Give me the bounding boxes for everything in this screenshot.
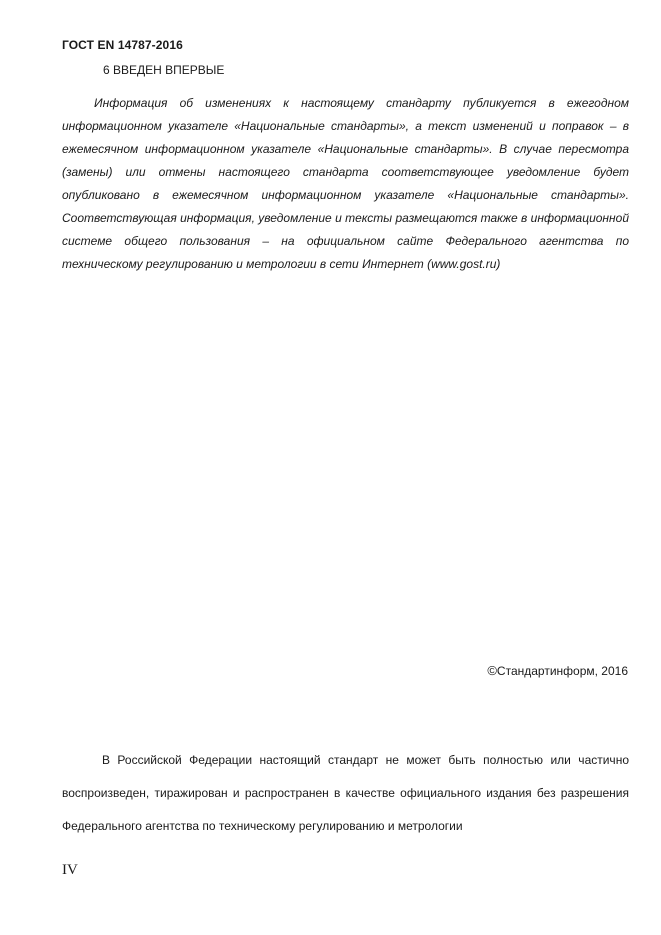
introduced-notice: 6 ВВЕДЕН ВПЕРВЫЕ <box>103 63 225 77</box>
page-number: IV <box>62 862 78 878</box>
standard-code: ГОСТ EN 14787-2016 <box>62 38 183 52</box>
copyright-symbol: © <box>487 663 497 678</box>
copyright-text: Стандартинформ, 2016 <box>496 664 628 678</box>
amendments-info-paragraph: Информация об изменениях к настоящему стандарту публикуется в ежегодном информационном указателе «Национальные стандарты», а текст изменений и поправок – в ежемесячном информационном указателе «Национальные стандарты». В случае пересмотра (замены) или отмены настоящего стандарта соответствующее уведомление будет опубликовано в ежемесячном информационном указателе «Национальные стандарты». Соответствующая информация, уведомление и тексты размещаются также в информационной системе общего пользования – на официальном сайте Федерального агентства по техническому регулированию и метрологии в сети Интернет (www.gost.ru) <box>62 96 629 271</box>
copyright-line <box>487 663 628 678</box>
reproduction-rights-paragraph: В Российской Федерации настоящий стандарт не может быть полностью или частично воспроизведен, тиражирован и распространен в качестве официального издания без разрешения Федерального агентства по техническому регулированию и метрологии <box>62 753 629 833</box>
